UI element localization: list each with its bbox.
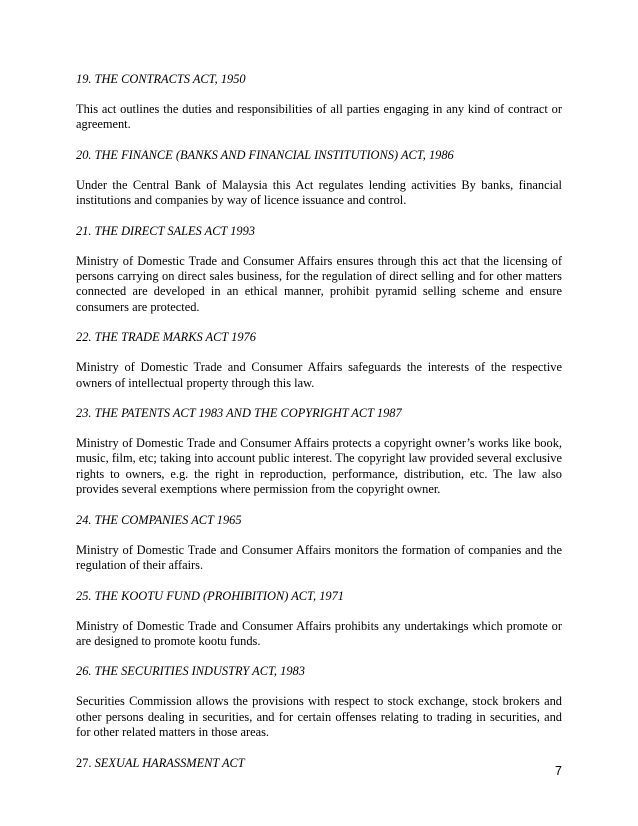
section-heading-kootu-fund-act: 25. THE KOOTU FUND (PROHIBITION) ACT, 1971 <box>76 588 345 603</box>
section-title-sexual-harassment-act: SEXUAL HARASSMENT ACT <box>94 755 245 770</box>
section-heading-companies-act: 24. THE COMPANIES ACT 1965 <box>76 512 242 527</box>
document-page <box>76 71 562 786</box>
section-heading-sexual-harassment-act <box>76 755 562 771</box>
section-heading-securities-industry-act: 26. THE SECURITIES INDUSTRY ACT, 1983 <box>76 664 305 679</box>
section-body-securities-industry-act: Securities Commission allows the provisions with respect to stock exchange, stock brokers and other persons dealing in securities, and for certain offenses relating to trading in securities, and for other related matters in those areas. <box>76 694 562 740</box>
section-body-trade-marks-act: Ministry of Domestic Trade and Consumer Affairs safeguards the interests of the respective owners of intellectual property through this law. <box>76 360 562 390</box>
section-heading-patents-copyright-act: 23. THE PATENTS ACT 1983 AND THE COPYRIGHT ACT 1987 <box>76 406 402 421</box>
section-body-kootu-fund-act: Ministry of Domestic Trade and Consumer Affairs prohibits any undertakings which promote or are designed to promote kootu funds. <box>76 618 562 648</box>
section-heading-trade-marks-act: 22. THE TRADE MARKS ACT 1976 <box>76 330 256 345</box>
page-number: 7 <box>555 764 562 778</box>
section-body-patents-copyright-act: Ministry of Domestic Trade and Consumer Affairs protects a copyright owner’s works like book, music, film, etc; taking into account public interest. The copyright law provided several exclusive rights to owners, e.g. the right in reproduction, performance, distribution, etc. The law also provides several exemptions where permission from the copyright owner. <box>76 436 562 497</box>
section-heading-finance-act: 20. THE FINANCE (BANKS AND FINANCIAL INSTITUTIONS) ACT, 1986 <box>76 147 454 162</box>
section-body-direct-sales-act: Ministry of Domestic Trade and Consumer Affairs ensures through this act that the licensing of persons carrying on direct sales business, for the regulation of direct selling and for other matters connected are developed in an ethical manner, prohibit pyramid selling scheme and ensure consumers are protected. <box>76 253 562 314</box>
section-heading-contracts-act: 19. THE CONTRACTS ACT, 1950 <box>76 72 246 86</box>
section-number-sexual-harassment-act: 27. <box>76 755 92 770</box>
section-body-finance-act: Under the Central Bank of Malaysia this Act regulates lending activities By banks, financial institutions and companies by way of licence issuance and control. <box>76 177 562 208</box>
section-body-companies-act: Ministry of Domestic Trade and Consumer Affairs monitors the formation of companies and the regulation of their affairs. <box>76 542 562 573</box>
section-heading-direct-sales-act: 21. THE DIRECT SALES ACT 1993 <box>76 223 256 238</box>
section-body-contracts-act: This act outlines the duties and responsibilities of all parties engaging in any kind of contract or agreement. <box>76 102 562 132</box>
